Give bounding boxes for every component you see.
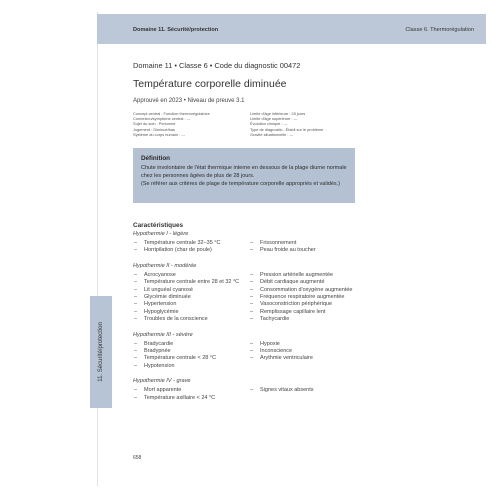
group-columns xyxy=(133,272,383,324)
group-column-right xyxy=(249,341,365,371)
definition-box xyxy=(133,148,355,203)
header-class: Classe 6. Thermorégulation xyxy=(405,27,474,33)
group-column-left xyxy=(133,272,249,324)
group-column-right xyxy=(249,272,365,324)
meta-item: Connexion/symptôme central : --- xyxy=(133,116,191,122)
meta-item: Évolution clinique : --- xyxy=(250,121,288,127)
characteristic-item: – Bradycardie xyxy=(133,341,249,348)
side-tab-label: 11. Sécurité/protection xyxy=(98,322,104,382)
characteristic-item: – Lit unguéal cyanosé xyxy=(133,287,249,294)
characteristic-group xyxy=(133,378,383,402)
group-columns xyxy=(133,240,383,255)
page-header xyxy=(97,14,486,44)
characteristic-item: – Glycémie diminuée xyxy=(133,294,249,301)
characteristic-group xyxy=(133,231,383,255)
meta-item: Type de diagnostic : Établi sur le problème xyxy=(250,126,324,132)
characteristic-item: – Bradypnée xyxy=(133,348,249,355)
characteristic-item: – Peau froide au toucher xyxy=(249,247,365,254)
characteristic-item: – Hypoxie xyxy=(249,341,365,348)
group-column-right xyxy=(249,240,365,255)
meta-item: Sujet du soin : Personne xyxy=(133,121,176,127)
characteristic-item: – Frissonnement xyxy=(249,240,365,247)
group-column-right xyxy=(249,387,365,402)
group-column-left xyxy=(133,341,249,371)
definition-note: (Se référer aux critères de plage de température corporelle appropriés et validés.) xyxy=(141,181,341,187)
characteristic-item: – Fréquence respiratoire augmentée xyxy=(249,294,365,301)
characteristic-item: – Remplissage capillaire lent xyxy=(249,309,365,316)
characteristic-item: – Acrocyanose xyxy=(133,272,249,279)
group-columns xyxy=(133,341,383,371)
meta-item: Concept central : Fonction thermorégulatrice xyxy=(133,111,210,116)
meta-item: Gravité situationnelle : --- xyxy=(250,131,294,137)
group-columns xyxy=(133,387,383,402)
characteristic-item: – Température centrale 32–35 °C xyxy=(133,240,249,247)
group-column-left xyxy=(133,387,249,402)
group-title: Hypothermie II - modérée xyxy=(133,262,197,269)
characteristic-group xyxy=(133,332,383,371)
page-number: 658 xyxy=(133,455,142,461)
group-column-left xyxy=(133,240,249,255)
characteristic-item: – Consommation d'oxygène augmentée xyxy=(249,287,365,294)
characteristic-item: – Température axillaire < 24 °C xyxy=(133,395,249,402)
characteristics-groups xyxy=(133,231,383,402)
meta-right-column xyxy=(250,111,323,137)
approval-line: Approuvé en 2023 • Niveau de preuve 3.1 xyxy=(133,98,245,104)
characteristic-item: – Horripilation (char de poule) xyxy=(133,247,249,254)
characteristic-item: – Signes vitaux absents xyxy=(249,387,365,394)
characteristic-item: – Vasoconstriction périphérique xyxy=(249,301,365,308)
definition-heading: Définition xyxy=(141,155,171,162)
meta-item: Limite d'âge supérieure : --- xyxy=(250,116,298,122)
characteristic-item: – Hypotension xyxy=(133,363,249,370)
characteristics-title: Caractéristiques xyxy=(133,222,184,229)
characteristic-group xyxy=(133,263,383,324)
group-title: Hypothermie I - légère xyxy=(133,231,189,237)
characteristic-item: – Débit cardiaque augmenté xyxy=(249,279,365,286)
group-title: Hypothermie IV - grave xyxy=(133,378,191,385)
characteristic-item: – Arythmie ventriculaire xyxy=(249,355,365,362)
definition-text-block xyxy=(141,164,351,188)
meta-item: Jugement : Diminué/bas xyxy=(133,126,175,132)
diagnosis-code-line: Domaine 11 • Classe 6 • Code du diagnostic 00472 xyxy=(133,61,301,70)
characteristic-item: – Température centrale entre 28 et 32 °C xyxy=(133,279,249,286)
meta-item: Limite d'âge inférieure : 28 jours xyxy=(250,111,306,116)
group-title: Hypothermie III - sévère xyxy=(133,331,193,338)
characteristic-item: – Mort apparente xyxy=(133,387,249,394)
characteristic-item: – Inconscience xyxy=(249,348,365,355)
characteristic-item: – Hypoglycémie xyxy=(133,309,249,316)
side-tab xyxy=(90,296,112,408)
characteristic-item: – Température centrale < 28 °C xyxy=(133,355,249,362)
characteristics-section xyxy=(133,222,383,402)
characteristic-item: – Pression artérielle augmentée xyxy=(249,272,365,279)
header-domain: Domaine 11. Sécurité/protection xyxy=(133,27,219,33)
characteristic-item: – Troubles de la conscience xyxy=(133,316,249,323)
diagnosis-title: Température corporelle diminuée xyxy=(133,78,287,90)
meta-left-column xyxy=(133,111,210,137)
meta-item: Système du corps humain : --- xyxy=(133,131,186,137)
characteristic-item: – Tachycardie xyxy=(249,316,365,323)
definition-text: Chute involontaire de l'état thermique interne en dessous de la plage diurne normale chez les personnes âgées de plus de 28 jours. xyxy=(141,165,347,179)
characteristic-item: – Hypertension xyxy=(133,301,249,308)
